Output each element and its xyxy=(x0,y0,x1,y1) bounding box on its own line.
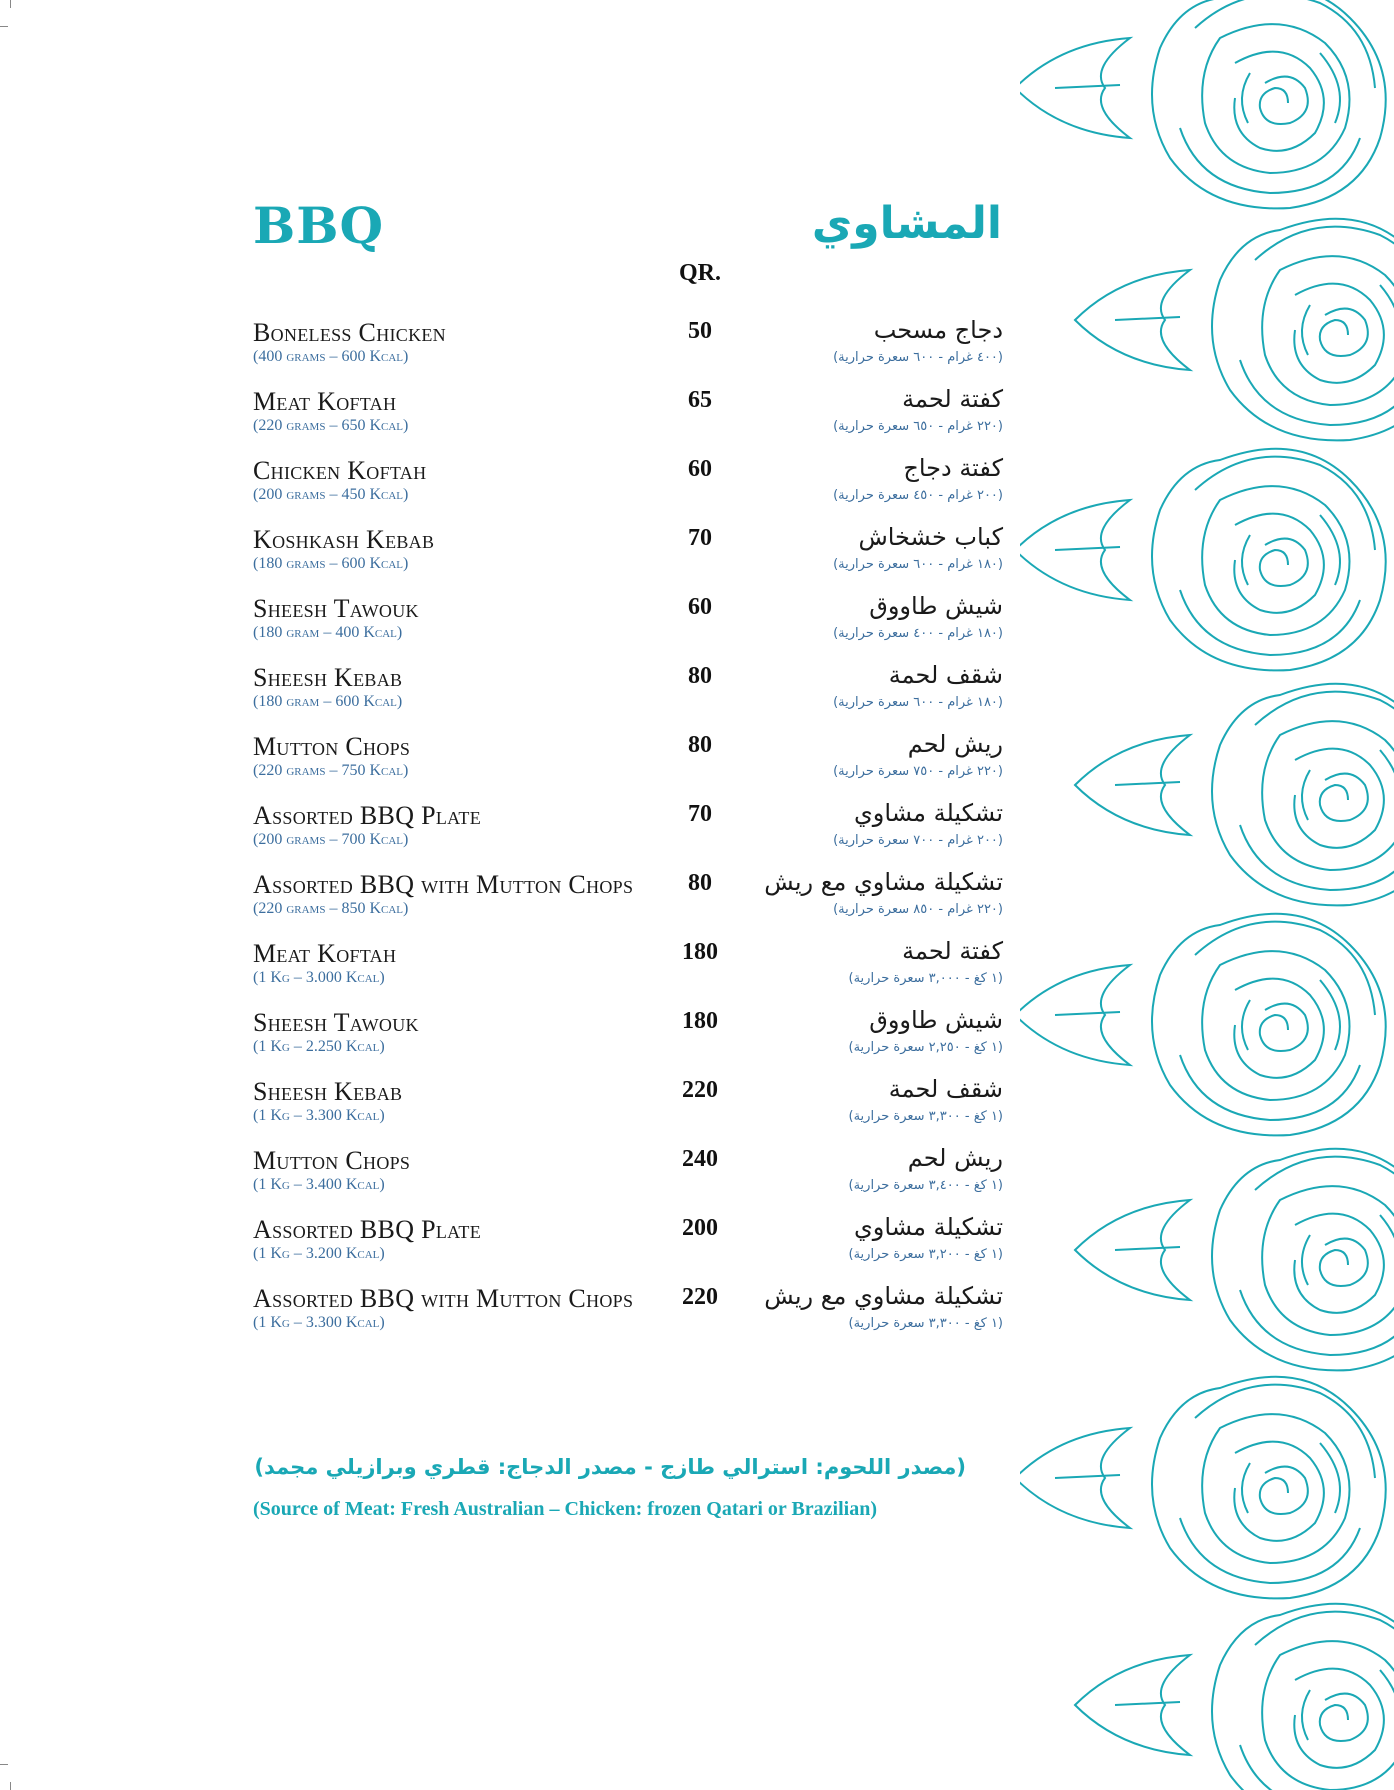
item-info-arabic: (٢٠٠ غرام - ٤٥٠ سعرة حرارية) xyxy=(833,488,1003,503)
menu-item xyxy=(253,933,1003,1002)
item-name-arabic: تشكيلة مشاوي xyxy=(854,799,1003,827)
item-name-arabic: كفتة لحمة xyxy=(902,385,1003,413)
menu-item xyxy=(253,450,1003,519)
source-note-arabic: (مصدر اللحوم: استرالي طازج - مصدر الدجاج: قطري وبرازيلي مجمد) xyxy=(254,1455,966,1479)
item-name-arabic: ريش لحم xyxy=(907,1144,1003,1172)
item-info-arabic: (٢٢٠ غرام - ٦٥٠ سعرة حرارية) xyxy=(833,419,1003,434)
item-name: Mutton Chops xyxy=(253,1146,411,1175)
item-price: 80 xyxy=(688,663,712,689)
currency-label: QR. xyxy=(679,260,721,286)
menu-item xyxy=(253,1278,1003,1347)
item-info: (180 gram – 400 Kcal) xyxy=(253,624,403,641)
title-arabic: المشاوي xyxy=(811,198,1002,249)
item-name-arabic: ريش لحم xyxy=(907,730,1003,758)
item-price: 80 xyxy=(688,870,712,896)
menu-item xyxy=(253,1140,1003,1209)
crop-mark-bottom-left xyxy=(0,1764,8,1765)
item-price: 70 xyxy=(688,801,712,827)
item-info: (1 Kg – 3.300 Kcal) xyxy=(253,1107,385,1124)
item-info-arabic: (١ كغ - ٣,٣٠٠ سعرة حرارية) xyxy=(848,1109,1003,1124)
item-price: 200 xyxy=(682,1215,718,1241)
item-name-arabic: كفتة دجاج xyxy=(903,454,1003,482)
item-name-arabic: كباب خشخاش xyxy=(858,523,1003,551)
item-info-arabic: (٢٠٠ غرام - ٧٠٠ سعرة حرارية) xyxy=(833,833,1003,848)
item-info-arabic: (١ كغ - ٣,٣٠٠ سعرة حرارية) xyxy=(848,1316,1003,1331)
menu-item xyxy=(253,657,1003,726)
item-name: Koshkash Kebab xyxy=(253,525,435,554)
menu-item xyxy=(253,795,1003,864)
item-info: (400 grams – 600 Kcal) xyxy=(253,348,409,365)
crop-mark-bottom-left-v xyxy=(10,1782,11,1790)
item-name: Mutton Chops xyxy=(253,732,411,761)
item-name-arabic: شيش طاووق xyxy=(869,1006,1003,1034)
item-name: Boneless Chicken xyxy=(253,318,446,347)
item-name-arabic: تشكيلة مشاوي مع ريش xyxy=(764,1282,1003,1310)
item-name-arabic: كفتة لحمة xyxy=(902,937,1003,965)
item-price: 60 xyxy=(688,456,712,482)
item-info: (1 Kg – 3.000 Kcal) xyxy=(253,969,385,986)
item-name-arabic: شيش طاووق xyxy=(869,592,1003,620)
item-info-arabic: (١٨٠ غرام - ٦٠٠ سعرة حرارية) xyxy=(833,557,1003,572)
item-info: (180 grams – 600 Kcal) xyxy=(253,555,409,572)
item-info-arabic: (١ كغ - ٢,٢٥٠ سعرة حرارية) xyxy=(848,1040,1003,1055)
item-info: (200 grams – 700 Kcal) xyxy=(253,831,409,848)
item-name: Sheesh Kebab xyxy=(253,1077,403,1106)
item-info: (220 grams – 750 Kcal) xyxy=(253,762,409,779)
item-name: Assorted BBQ with Mutton Chops xyxy=(253,870,634,899)
item-info-arabic: (٢٢٠ غرام - ٨٥٠ سعرة حرارية) xyxy=(833,902,1003,917)
item-price: 50 xyxy=(688,318,712,344)
item-info-arabic: (٢٢٠ غرام - ٧٥٠ سعرة حرارية) xyxy=(833,764,1003,779)
menu-item xyxy=(253,312,1003,381)
item-price: 180 xyxy=(682,1008,718,1034)
item-name: Chicken Koftah xyxy=(253,456,427,485)
rose-outline-icon xyxy=(1020,0,1394,1790)
menu-item xyxy=(253,864,1003,933)
item-price: 220 xyxy=(682,1284,718,1310)
item-name: Sheesh Tawouk xyxy=(253,594,419,623)
item-info: (220 grams – 850 Kcal) xyxy=(253,900,409,917)
item-info: (1 Kg – 3.200 Kcal) xyxy=(253,1245,385,1262)
item-name: Sheesh Kebab xyxy=(253,663,403,692)
menu-item-list xyxy=(253,312,1003,1347)
item-info: (1 Kg – 3.400 Kcal) xyxy=(253,1176,385,1193)
item-name-arabic: شقف لحمة xyxy=(888,1075,1003,1103)
item-info: (200 grams – 450 Kcal) xyxy=(253,486,409,503)
menu-item xyxy=(253,1209,1003,1278)
item-price: 80 xyxy=(688,732,712,758)
item-name-arabic: تشكيلة مشاوي xyxy=(854,1213,1003,1241)
item-info-arabic: (١ كغ - ٣,٠٠٠ سعرة حرارية) xyxy=(848,971,1003,986)
item-price: 70 xyxy=(688,525,712,551)
item-info-arabic: (٤٠٠ غرام - ٦٠٠ سعرة حرارية) xyxy=(833,350,1003,365)
item-name: Meat Koftah xyxy=(253,939,397,968)
item-info-arabic: (١ كغ - ٣,٤٠٠ سعرة حرارية) xyxy=(848,1178,1003,1193)
item-info-arabic: (١٨٠ غرام - ٦٠٠ سعرة حرارية) xyxy=(833,695,1003,710)
item-info: (220 grams – 650 Kcal) xyxy=(253,417,409,434)
menu-item xyxy=(253,381,1003,450)
item-price: 240 xyxy=(682,1146,718,1172)
item-price: 65 xyxy=(688,387,712,413)
source-note-english: (Source of Meat: Fresh Australian – Chicken: frozen Qatari or Brazilian) xyxy=(253,1498,877,1520)
title-english: BBQ xyxy=(253,196,385,255)
menu-item xyxy=(253,588,1003,657)
crop-mark-top-left-v xyxy=(10,0,11,8)
crop-mark-top-left xyxy=(0,26,8,27)
item-name: Meat Koftah xyxy=(253,387,397,416)
item-name-arabic: تشكيلة مشاوي مع ريش xyxy=(764,868,1003,896)
menu-item xyxy=(253,519,1003,588)
item-info: (1 Kg – 2.250 Kcal) xyxy=(253,1038,385,1055)
item-info-arabic: (١٨٠ غرام - ٤٠٠ سعرة حرارية) xyxy=(833,626,1003,641)
item-info-arabic: (١ كغ - ٣,٢٠٠ سعرة حرارية) xyxy=(848,1247,1003,1262)
item-name: Assorted BBQ Plate xyxy=(253,1215,482,1244)
item-name-arabic: دجاج مسحب xyxy=(873,316,1003,344)
item-name: Assorted BBQ with Mutton Chops xyxy=(253,1284,634,1313)
item-name-arabic: شقف لحمة xyxy=(888,661,1003,689)
item-name: Assorted BBQ Plate xyxy=(253,801,482,830)
menu-item xyxy=(253,726,1003,795)
item-price: 180 xyxy=(682,939,718,965)
menu-item xyxy=(253,1071,1003,1140)
item-info: (1 Kg – 3.300 Kcal) xyxy=(253,1314,385,1331)
item-name: Sheesh Tawouk xyxy=(253,1008,419,1037)
menu-item xyxy=(253,1002,1003,1071)
item-price: 220 xyxy=(682,1077,718,1103)
item-info: (180 gram – 600 Kcal) xyxy=(253,693,403,710)
item-price: 60 xyxy=(688,594,712,620)
